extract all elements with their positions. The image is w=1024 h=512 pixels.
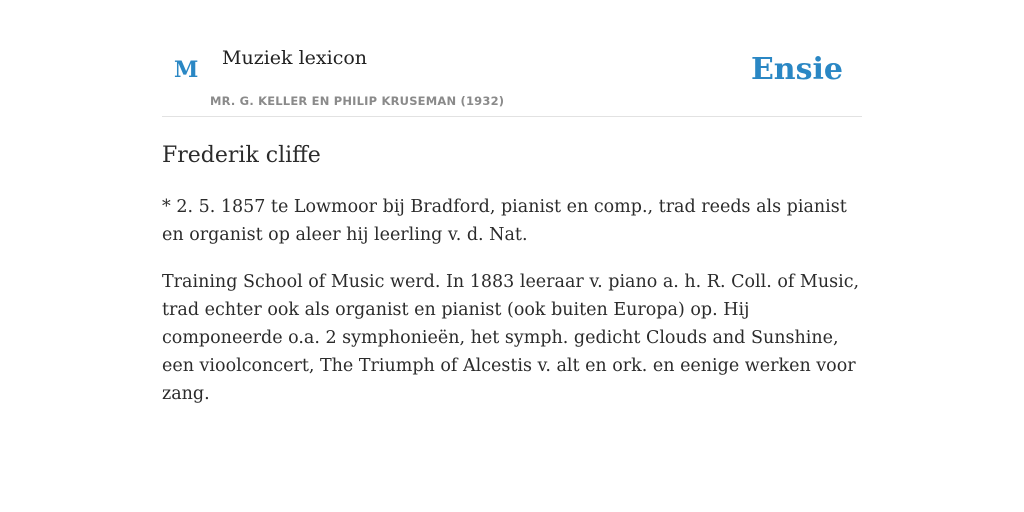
ensie-logo-link[interactable]: Ensie (750, 52, 843, 87)
entry-title: Frederik cliffe (162, 143, 321, 168)
lexicon-author-subtitle: MR. G. KELLER EN PHILIP KRUSEMAN (1932) (210, 94, 505, 108)
page (162, 0, 862, 408)
entry-paragraph-2: Training School of Music werd. In 1883 leeraar v. piano a. h. R. Coll. of Music, trad echter ook als organist en pianist (ook buiten Europa) op. Hij componeerde o.a. 2 symphonieën, het symph. gedicht Clouds and Sunshine, een vioolconcert, The Triumph of Alcestis v. alt en ork. en eenige werken voor zang. (162, 272, 860, 404)
lexicon-title-link[interactable]: Muziek lexicon (222, 47, 368, 69)
entry-paragraph-1: * 2. 5. 1857 te Lowmoor bij Bradford, pianist en comp., trad reeds als pianist en organist op aleer hij leerling v. d. Nat. (162, 197, 847, 245)
lexicon-logo-icon[interactable]: M (174, 57, 199, 83)
header (162, 0, 862, 117)
